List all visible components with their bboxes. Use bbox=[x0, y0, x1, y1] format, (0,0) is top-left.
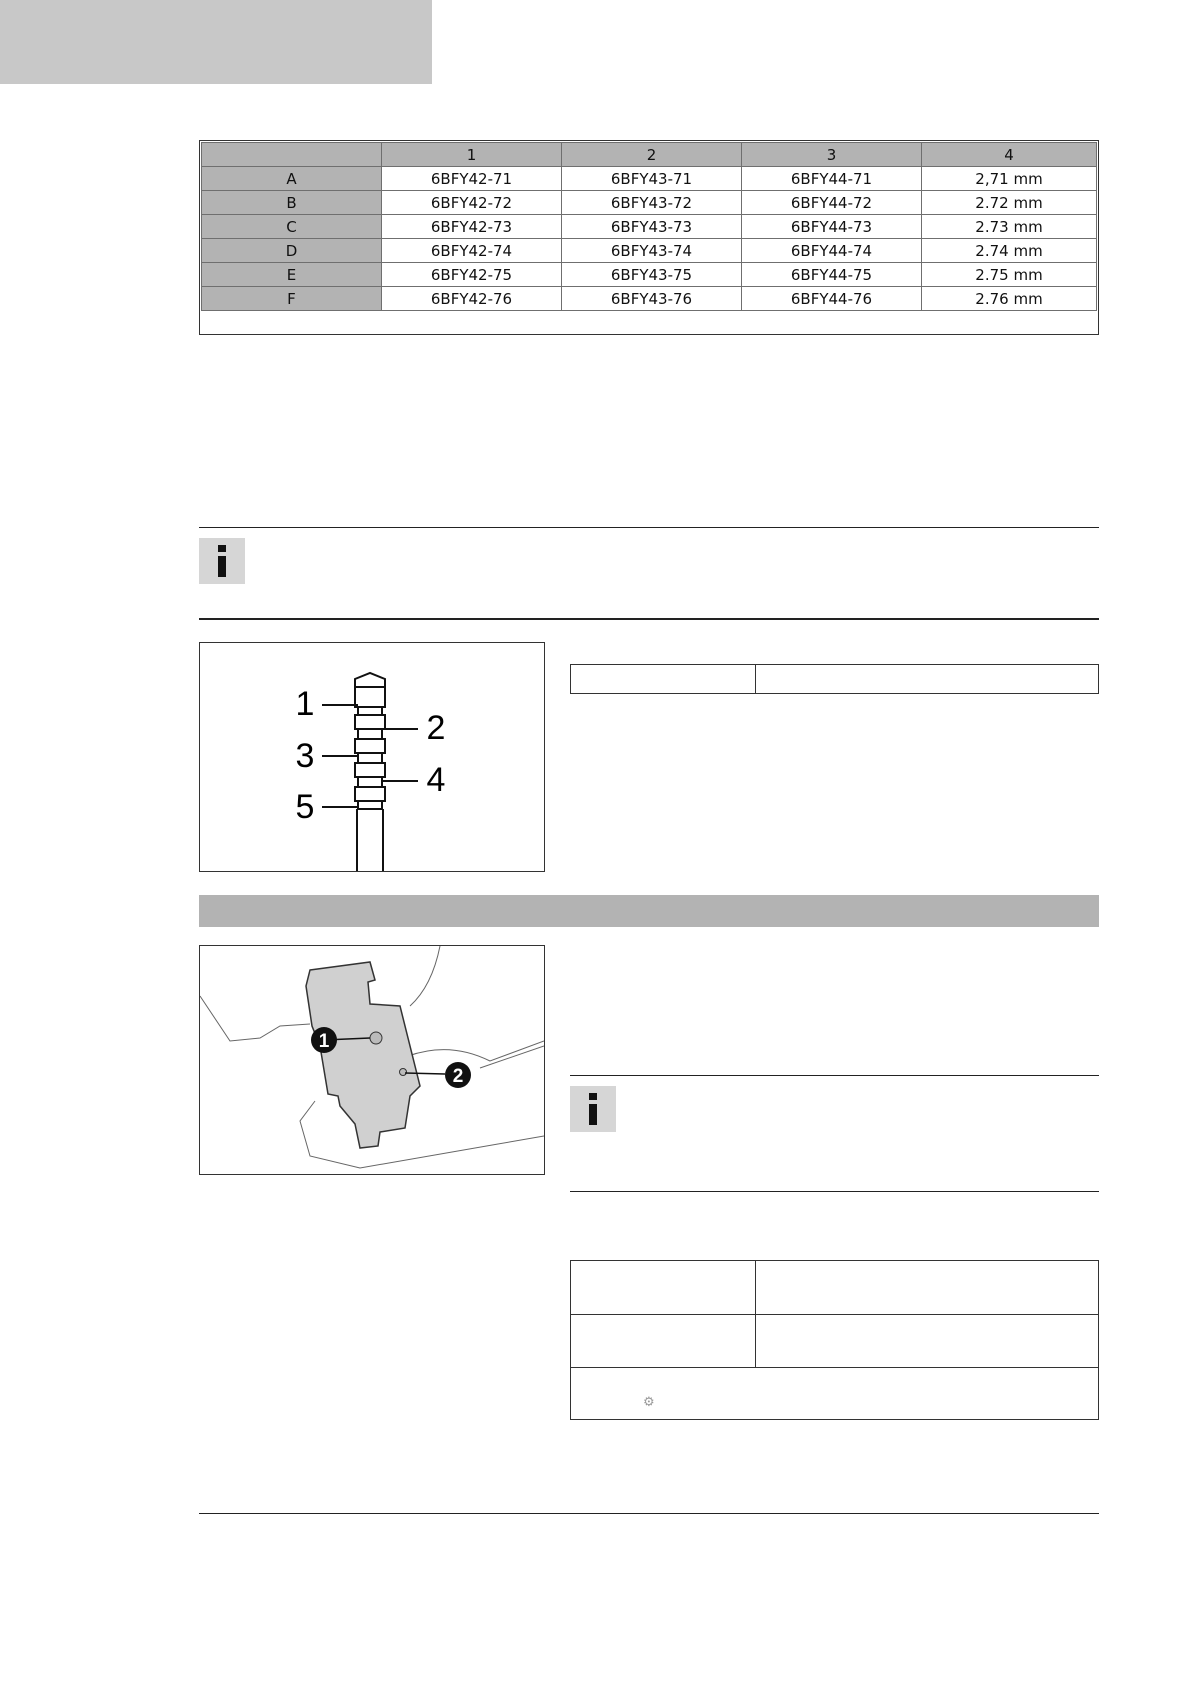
table-cell: 6BFY43-73 bbox=[562, 215, 742, 239]
callout-2: 2 bbox=[426, 709, 446, 747]
table-cell: 6BFY44-73 bbox=[742, 215, 922, 239]
table-cell: 2.76 mm bbox=[922, 287, 1097, 311]
table-cell: 6BFY44-71 bbox=[742, 167, 922, 191]
thread-locker-icon: ⚙ bbox=[643, 1395, 655, 1410]
header-block bbox=[0, 0, 432, 84]
spec-divider bbox=[755, 665, 756, 693]
spec-table bbox=[570, 664, 1099, 694]
torque-row bbox=[571, 1261, 1098, 1315]
table-cell: 6BFY43-76 bbox=[562, 287, 742, 311]
table-cell: 2.75 mm bbox=[922, 263, 1097, 287]
table-header-row bbox=[202, 143, 1097, 167]
table-cell: 2.72 mm bbox=[922, 191, 1097, 215]
callout-2: 2 bbox=[452, 1066, 464, 1087]
table-cell: 6BFY44-72 bbox=[742, 191, 922, 215]
torque-row bbox=[571, 1314, 1098, 1368]
table-cell: 6BFY44-76 bbox=[742, 287, 922, 311]
callout-1: 1 bbox=[318, 1031, 330, 1052]
divider bbox=[199, 618, 1099, 620]
table-cell: 2.74 mm bbox=[922, 239, 1097, 263]
divider bbox=[199, 1513, 1099, 1514]
torque-table bbox=[570, 1260, 1099, 1420]
table-cell: 2,71 mm bbox=[922, 167, 1097, 191]
divider bbox=[570, 1191, 1099, 1192]
valve-figure bbox=[199, 642, 545, 872]
table-row bbox=[202, 263, 1097, 287]
table-cell: 6BFY43-74 bbox=[562, 239, 742, 263]
row-label: F bbox=[202, 287, 382, 311]
table-cell: 6BFY43-71 bbox=[562, 167, 742, 191]
table-row bbox=[202, 191, 1097, 215]
row-label: D bbox=[202, 239, 382, 263]
row-label: C bbox=[202, 215, 382, 239]
col-header: 1 bbox=[382, 143, 562, 167]
table-cell: 2.73 mm bbox=[922, 215, 1097, 239]
divider bbox=[199, 527, 1099, 528]
callout-1: 1 bbox=[295, 685, 315, 723]
torque-divider bbox=[755, 1261, 756, 1367]
col-header: 3 bbox=[742, 143, 922, 167]
row-label: E bbox=[202, 263, 382, 287]
table-cell: 6BFY42-76 bbox=[382, 287, 562, 311]
col-header bbox=[202, 143, 382, 167]
row-label: B bbox=[202, 191, 382, 215]
table-cell: 6BFY42-73 bbox=[382, 215, 562, 239]
table-cell: 6BFY42-72 bbox=[382, 191, 562, 215]
info-icon bbox=[199, 538, 245, 584]
table-cell: 6BFY44-74 bbox=[742, 239, 922, 263]
table-cell: 6BFY44-75 bbox=[742, 263, 922, 287]
parts-table bbox=[199, 140, 1099, 335]
callout-3: 3 bbox=[295, 737, 315, 775]
table-row bbox=[202, 215, 1097, 239]
table-row bbox=[202, 167, 1097, 191]
col-header: 2 bbox=[562, 143, 742, 167]
callout-4: 4 bbox=[426, 761, 446, 799]
bracket-figure bbox=[199, 945, 545, 1175]
table-cell: 6BFY43-75 bbox=[562, 263, 742, 287]
table-cell: 6BFY42-71 bbox=[382, 167, 562, 191]
table-cell: 6BFY43-72 bbox=[562, 191, 742, 215]
callout-5: 5 bbox=[295, 788, 315, 826]
col-header: 4 bbox=[922, 143, 1097, 167]
table-row bbox=[202, 287, 1097, 311]
table-row bbox=[202, 239, 1097, 263]
table-cell: 6BFY42-75 bbox=[382, 263, 562, 287]
table-cell: 6BFY42-74 bbox=[382, 239, 562, 263]
info-icon bbox=[570, 1086, 616, 1132]
section-bar bbox=[199, 895, 1099, 927]
row-label: A bbox=[202, 167, 382, 191]
divider bbox=[570, 1075, 1099, 1076]
